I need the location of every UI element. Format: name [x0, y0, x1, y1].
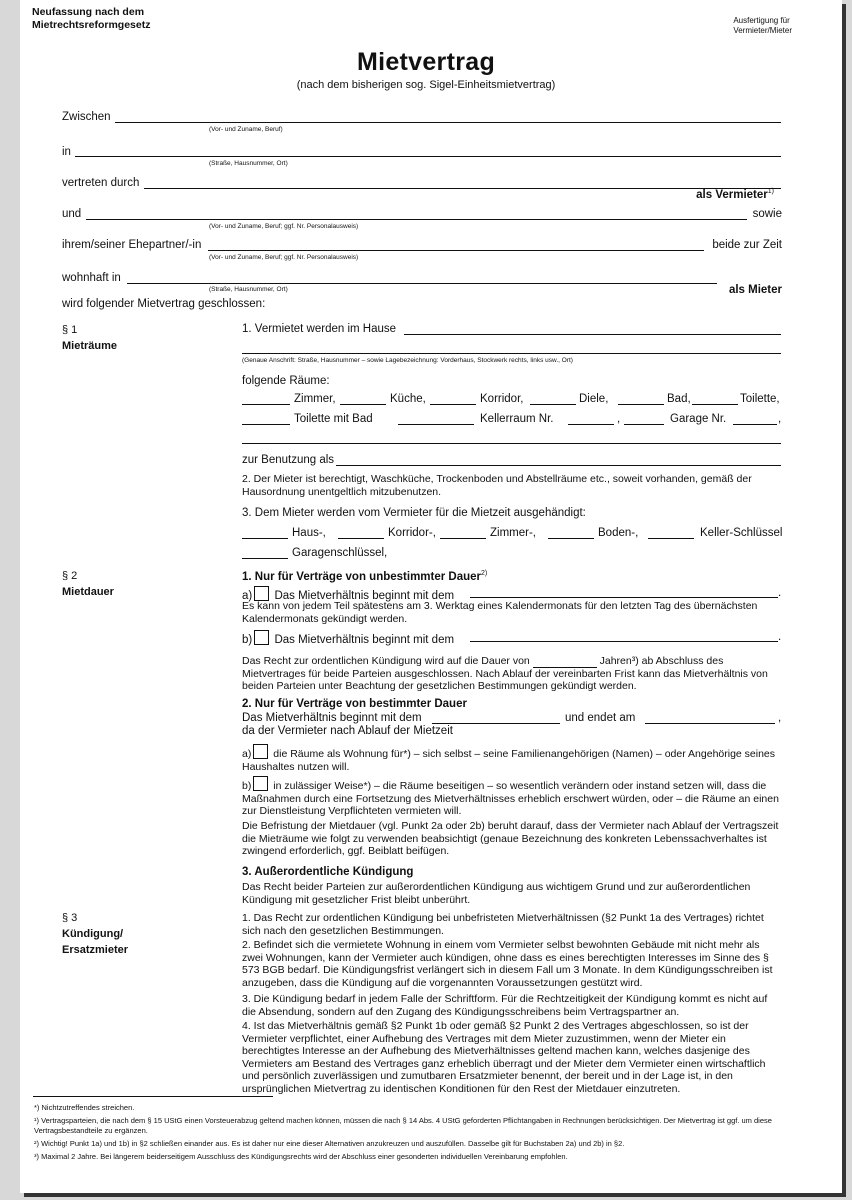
- footnote-3: ³) Maximal 2 Jahre. Bei längerem beiderseitigem Ausschluss des Kündigungsrechts wird der Abschluss einer gesonderten individuellen Vereinbarung empfohlen.: [34, 1152, 568, 1161]
- s2-b-text: Das Mietverhältnis beginnt mit dem: [274, 634, 455, 646]
- field-korridor[interactable]: [430, 404, 476, 405]
- field-beginn[interactable]: [432, 723, 560, 724]
- s2-b-dot: .: [778, 631, 782, 643]
- s2-a2: [242, 744, 782, 773]
- footnote-2: ²) Wichtig! Punkt 1a) und 1b) in §2 schließen einander aus. Es ist daher nur eine dieser Alternativen anzukreuzen und auszufüllen. Dasselbe gilt für Buchstaben 2a) und 2b) in §2.: [34, 1139, 625, 1148]
- field-garagen-key[interactable]: [242, 558, 288, 559]
- field-garage-count[interactable]: [624, 424, 664, 425]
- field-jahre[interactable]: [533, 657, 597, 668]
- field-kellerraum-nr[interactable]: [568, 424, 614, 425]
- header-right: [733, 16, 792, 36]
- field-kellerraum-count[interactable]: [398, 424, 474, 425]
- s3-p2: 2. Befindet sich die vermietete Wohnung in einem vom Vermieter selbst bewohnten Gebäude mit nicht mehr als zwei Wohnungen, kann der Vermieter auch kündigen, ohne dass es eines berechtigten Interesses im Sinne des § 573 BGB bedarf. Die Kündigungsfrist verlängert sich in diesem Fall um 3 Monate. In dem Kündigungsschreiben ist anzugeben, dass die Kündigung auf die vorgenannten Voraussetzungen gestützt wird.: [242, 939, 773, 989]
- s3-name2: Ersatzmieter: [62, 944, 129, 956]
- field-und[interactable]: [86, 219, 747, 220]
- s2-h1: 1. Nur für Verträge von unbestimmter Dauer$^{2)}$: [242, 570, 488, 583]
- field-in[interactable]: [75, 156, 781, 157]
- s2-h2: 2. Nur für Verträge von bestimmter Dauer: [242, 698, 467, 710]
- s2-b2-label: b): [242, 780, 252, 792]
- s2-a2-label: a): [242, 748, 252, 760]
- s2-beg-post: ,: [778, 712, 782, 724]
- label-in: in: [62, 146, 71, 158]
- s1-num: § 1: [62, 324, 78, 336]
- field-garage-nr[interactable]: [733, 424, 777, 425]
- s2-a2-text: die Räume als Wohnung für*) – sich selbst – seine Familienangehörigen (Namen) – oder Angehörige seines Haushaltes nutzen will.: [242, 748, 776, 773]
- field-boden-key[interactable]: [548, 538, 594, 539]
- s1-name: Mieträume: [62, 340, 118, 352]
- label-als-vermieter: als Vermieter$^{1)}$: [696, 188, 774, 201]
- header-left-line2: Mietrechtsreformgesetz: [32, 19, 151, 31]
- s1-haus: Haus-,: [292, 527, 326, 539]
- field-keller-key[interactable]: [648, 538, 694, 539]
- field-haus[interactable]: [404, 334, 781, 335]
- field-bad[interactable]: [618, 404, 664, 405]
- field-ende[interactable]: [645, 723, 775, 724]
- s2-p3: Das Recht beider Parteien zur außerordentlichen Kündigung aus wichtigem Grund und zur außerordentlichen Kündigung mit gesetzlicher Frist bleibt unberührt.: [242, 881, 751, 906]
- s1-diele: Diele,: [579, 393, 609, 405]
- label-zwischen: Zwischen: [62, 111, 111, 123]
- s1-boden-key: Boden-,: [598, 527, 639, 539]
- s2-a-label: a): [242, 590, 253, 602]
- field-kueche[interactable]: [340, 404, 386, 405]
- hint-id2: (Vor- und Zuname, Beruf; ggf. Nr. Personalausweis): [209, 254, 359, 261]
- s2-beg-pre: Das Mietverhältnis beginnt mit dem: [242, 712, 422, 724]
- s1-korridor-key: Korridor-,: [388, 527, 436, 539]
- s1-korridor: Korridor,: [480, 393, 524, 405]
- field-benutzung[interactable]: [336, 465, 781, 466]
- s3-p1: 1. Das Recht zur ordentlichen Kündigung bei unbefristeten Mietverhältnissen (§2 Punkt 1a des Vertrages) richtet sich nach den gesetzlichen Bestimmungen.: [242, 912, 764, 937]
- field-toilette[interactable]: [692, 404, 738, 405]
- s2-a-p: Es kann von jedem Teil spätestens am 3. Werktag eines Kalendermonats für den letzten Tag des übernächsten Kalendermonats gekündigt werden.: [242, 600, 758, 625]
- field-ehepartner[interactable]: [208, 250, 704, 251]
- field-s2-b-date[interactable]: [470, 641, 778, 642]
- label-als-mieter: als Mieter: [728, 284, 782, 296]
- s2-b2-checkbox[interactable]: [253, 776, 268, 791]
- s1-keller-key: Keller-Schlüssel: [700, 527, 783, 539]
- hint-address: (Straße, Hausnummer, Ort): [209, 160, 288, 167]
- field-zimmer-key[interactable]: [440, 538, 486, 539]
- label-beide: beide zur Zeit: [712, 239, 782, 251]
- field-diele[interactable]: [530, 404, 576, 405]
- header-left-line1: Neufassung nach dem: [32, 6, 145, 18]
- hint-name: (Vor- und Zuname, Beruf): [209, 126, 283, 133]
- s2-b2: [242, 776, 782, 818]
- s1-zimmer: Zimmer,: [294, 393, 336, 405]
- field-s2-a-date[interactable]: [470, 597, 778, 598]
- label-wird: wird folgender Mietvertrag geschlossen:: [62, 298, 266, 310]
- s1-p1: 1. Vermietet werden im Hause: [242, 323, 397, 335]
- s2-beg-line2: da der Vermieter nach Ablauf der Mietzeit: [242, 725, 453, 737]
- header-left: [32, 6, 150, 32]
- page-subtitle: (nach dem bisherigen sog. Sigel-Einheitsmietvertrag): [296, 79, 556, 91]
- field-haus-2[interactable]: [242, 353, 781, 354]
- field-haus-key[interactable]: [242, 538, 288, 539]
- label-vertreten: vertreten durch: [62, 177, 140, 189]
- field-zimmer[interactable]: [242, 404, 290, 405]
- s2-b-label: b): [242, 634, 253, 646]
- s2-a-dot: .: [778, 587, 782, 599]
- footnote-1: ¹) Vertragsparteien, die nach dem § 15 UStG einen Vorsteuerabzug geltend machen können, müssen die nach § 14 Abs. 4 UStG geforderten Pflichtangaben in Rechnungen berücksichtigen. Der Mietvertrag ist ggf. um diese Vertragsbestandteile zu ergänzen.: [34, 1116, 772, 1135]
- s2-recht: Das Recht zur ordentlichen Kündigung wird auf die Dauer von Jahren³) ab Abschluss des Mietvertrages für beide Parteien ausgeschlossen. Nach Ablauf der vereinbarten Frist kann das Mietverhältnis von beiden Parteien unter Beachtung der gesetzlichen Bestimmungen gekündigt werden.: [242, 655, 768, 693]
- s1-garage: Garage Nr.: [670, 413, 727, 425]
- s2-a-text: Das Mietverhältnis beginnt mit dem: [274, 590, 455, 602]
- field-toilette-bad[interactable]: [242, 424, 290, 425]
- s2-b-row: [242, 630, 454, 646]
- header-right-line2: Vermieter/Mieter: [733, 26, 792, 35]
- field-zwischen[interactable]: [115, 122, 781, 123]
- s1-p3: 3. Dem Mieter werden vom Vermieter für die Mietzeit ausgehändigt:: [242, 507, 586, 519]
- s1-komma2: ,: [778, 413, 782, 425]
- s1-komma: ,: [617, 413, 621, 425]
- s1-kueche: Küche,: [390, 393, 426, 405]
- s2-num: § 2: [62, 570, 78, 582]
- s3-name1: Kündigung/: [62, 928, 124, 940]
- s1-toilette-bad: Toilette mit Bad: [294, 413, 373, 425]
- s1-folgende: folgende Räume:: [242, 375, 330, 387]
- s3-p4: 4. Ist das Mietverhältnis gemäß §2 Punkt 1b oder gemäß §2 Punkt 2 des Vertrages abgeschlossen, so ist der Vermieter verpflichtet, einer Aufhebung des Vertrages mit dem Mieter zuzustimmen, wenn der Mieter ein berechtigtes Interesse an der Aufhebung des Mietverhältnisses geltend machen kann, welches dasjenige des Vermieters am Bestand des Vertrages ganz erheblich überragt und der Mieter dem Vermieter einen wirtschaftlich und persönlich zuverlässigen und zumutbaren Ersatzmieter benennt, der bereit und in der Lage ist, in den ursprünglichen Mietvertrag zu identischen Konditionen für den Rest der Mietdauer einzutreten.: [242, 1020, 766, 1095]
- s1-garagen-key: Garagenschlüssel,: [292, 547, 388, 559]
- label-sowie: sowie: [752, 208, 782, 220]
- field-vertreten[interactable]: [144, 188, 781, 189]
- s3-num: § 3: [62, 912, 78, 924]
- s1-benutzung: zur Benutzung als: [242, 454, 335, 466]
- page-title: Mietvertrag: [356, 48, 496, 76]
- header-right-line1: Ausfertigung für: [733, 16, 790, 25]
- hint-id: (Vor- und Zuname, Beruf; ggf. Nr. Personalausweis): [209, 223, 359, 230]
- s2-a-checkbox[interactable]: [254, 586, 269, 601]
- s2-name: Mietdauer: [62, 586, 114, 598]
- label-wohnhaft: wohnhaft in: [62, 272, 121, 284]
- label-ehepartner: ihrem/seiner Ehepartner/-in: [62, 239, 202, 251]
- s1-hint: (Genaue Anschrift: Straße, Hausnummer – sowie Lagebezeichnung: Vorderhaus, Stockwerk rechts, links usw., Ort): [242, 357, 573, 364]
- s2-b2-text: in zulässiger Weise*) – die Räume beseitigen – so wesentlich verändern oder instand setzen will, dass die Maßnahmen durch eine Fortsetzung des Mietverhältnisses erheblich erschwert würden, oder – die Räume an einen zur Dienstleistung Verpflichteten vermieten will.: [242, 780, 779, 818]
- s3-p3: 3. Die Kündigung bedarf in jedem Falle der Schriftform. Für die Rechtzeitigkeit der Kündigung kommt es nicht auf die Absendung, sondern auf den Zugang des Kündigungsschreibens beim Vertragspartner an.: [242, 993, 768, 1018]
- hint-address2: (Straße, Hausnummer, Ort): [209, 286, 288, 293]
- field-wohnhaft[interactable]: [127, 283, 717, 284]
- s2-h3: 3. Außerordentliche Kündigung: [242, 866, 414, 878]
- s2-beg-mid: und endet am: [565, 712, 636, 724]
- s1-toilette: Toilette,: [740, 393, 780, 405]
- field-korridor-key[interactable]: [338, 538, 384, 539]
- label-und: und: [62, 208, 82, 220]
- footnote-0: *) Nichtzutreffendes streichen.: [34, 1103, 135, 1112]
- s2-a2-checkbox[interactable]: [253, 744, 268, 759]
- footnote-divider: [33, 1096, 273, 1097]
- s1-p2: 2. Der Mieter ist berechtigt, Waschküche, Trockenboden und Abstellräume etc., soweit vorhanden, gemäß der Hausordnung unentgeltlich mitzubenutzen.: [242, 473, 752, 498]
- s1-zimmer-key: Zimmer-,: [490, 527, 536, 539]
- s1-bad: Bad,: [667, 393, 691, 405]
- s2-befristung: Die Befristung der Mietdauer (vgl. Punkt 2a oder 2b) beruht darauf, dass der Vermieter nach Ablauf der Vertragszeit die Mieträume wie folgt zu verwenden beabsichtigt (genaue Bezeichnung des konkreten Lebenssachverhaltes ist zwingend erforderlich, ggf. Beiblatt beifügen.: [242, 820, 779, 858]
- s1-kellerraum: Kellerraum Nr.: [480, 413, 554, 425]
- field-rooms-extra[interactable]: [242, 443, 781, 444]
- s2-b-checkbox[interactable]: [254, 630, 269, 645]
